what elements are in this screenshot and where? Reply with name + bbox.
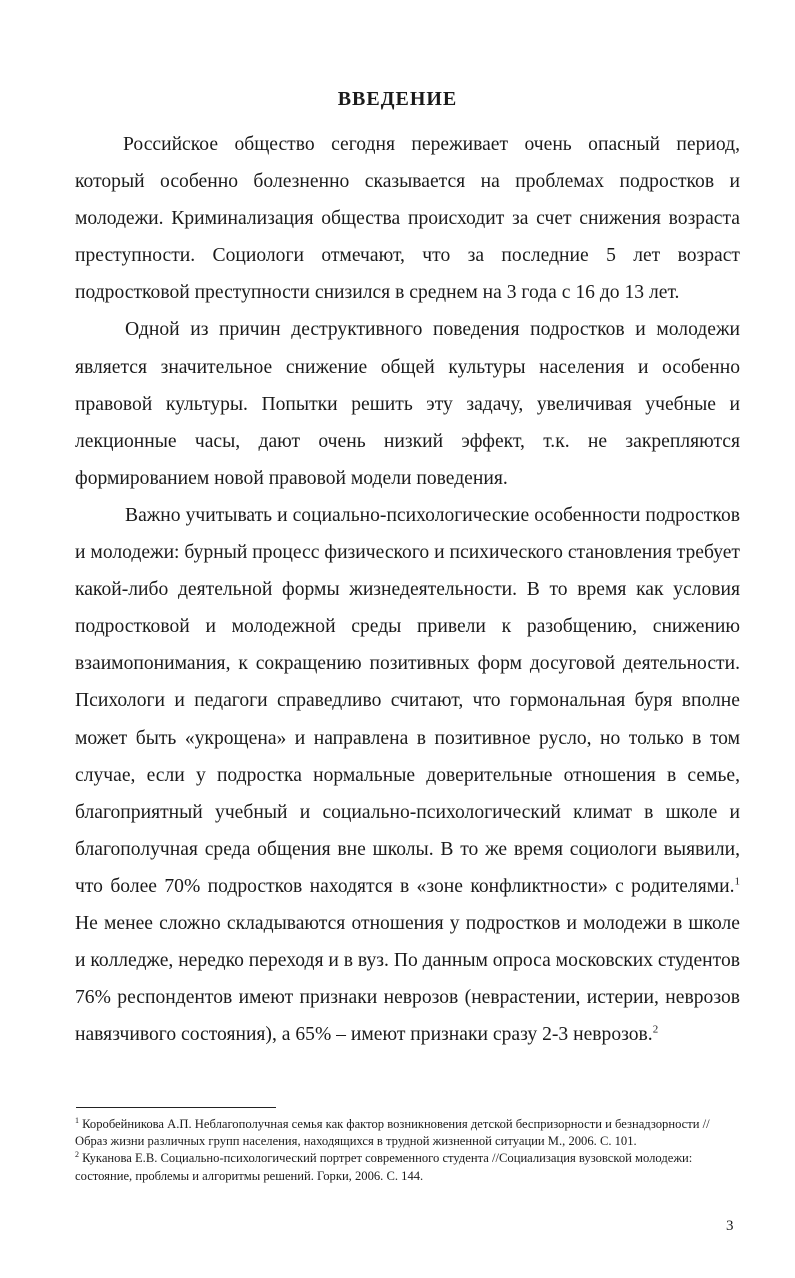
page-title: ВВЕДЕНИЕ <box>337 88 458 110</box>
footnote-1-marker: 1 <box>75 1115 79 1125</box>
footnotes <box>75 1116 740 1185</box>
footnote-2 <box>75 1150 740 1184</box>
footnote-1-text: Коробейникова А.П. Неблагополучная семья как фактор возникновения детской беспризорности и безнадзорности //Образ жизни различных групп населения, находящихся в трудной жизненной ситуации М., 2006. С. 101. <box>75 1117 710 1149</box>
footnote-2-marker: 2 <box>75 1150 79 1160</box>
paragraph-3-part-2: Не менее сложно складываются отношения у подростков и молодежи в школе и колледже, нередко переходя и в вуз. По данным опроса московских студентов 76% респондентов имеют признаки неврозов (неврастении, истерии, неврозов навязчивого состояния), а 65% – имеют признаки сразу 2-3 неврозов. <box>75 912 740 1046</box>
body-text <box>75 126 740 1053</box>
paragraph-2: Одной из причин деструктивного поведения подростков и молодежи является значительное снижение общей культуры населения и особенно правовой культуры. Попытки решить эту задачу, увеличивая учебные и лекционные часы, дают очень низкий эффект, т.к. не закрепляются формированием новой правовой модели поведения. <box>75 319 740 489</box>
paragraph-3-part-1: Важно учитывать и социально-психологические особенности подростков и молодежи: бурный процесс физического и психического становления требует какой-либо деятельной формы жизнедеятельности. В то время как условия подростковой и молодежной среды привели к разобщению, снижению взаимопонимания, к сокращению позитивных форм досуговой деятельности. Психологи и педагоги справедливо считают, что гормональная буря вполне может быть «укрощена» и направлена в позитивное русло, но только в том случае, если у подростка нормальные доверительные отношения в семье, благоприятный учебный и социально-психологический климат в школе и благополучная среда общения вне школы. В то же время социологи выявили, что более 70% подростков находятся в «зоне конфликтности» с родителями. <box>75 504 740 897</box>
footnote-1 <box>75 1116 740 1150</box>
page-number: 3 <box>726 1218 734 1234</box>
footnote-2-text: Куканова Е.В. Социально-психологический портрет современного студента //Социализация вузовской молодежи: состояние, проблемы и алгоритмы решений. Горки, 2006. С. 144. <box>75 1151 693 1183</box>
paragraph-3 <box>75 497 740 1053</box>
paragraph-1: Российское общество сегодня переживает очень опасный период, который особенно болезненно сказывается на проблемах подростков и молодежи. Криминализация общества происходит за счет снижения возраста преступности. Социологи отмечают, что за последние 5 лет возраст подростковой преступности снизился в среднем на 3 года с 16 до 13 лет. <box>75 134 740 304</box>
footnote-separator <box>76 1107 276 1108</box>
footnote-ref-1: 1 <box>734 875 740 888</box>
footnote-ref-2: 2 <box>652 1023 659 1036</box>
